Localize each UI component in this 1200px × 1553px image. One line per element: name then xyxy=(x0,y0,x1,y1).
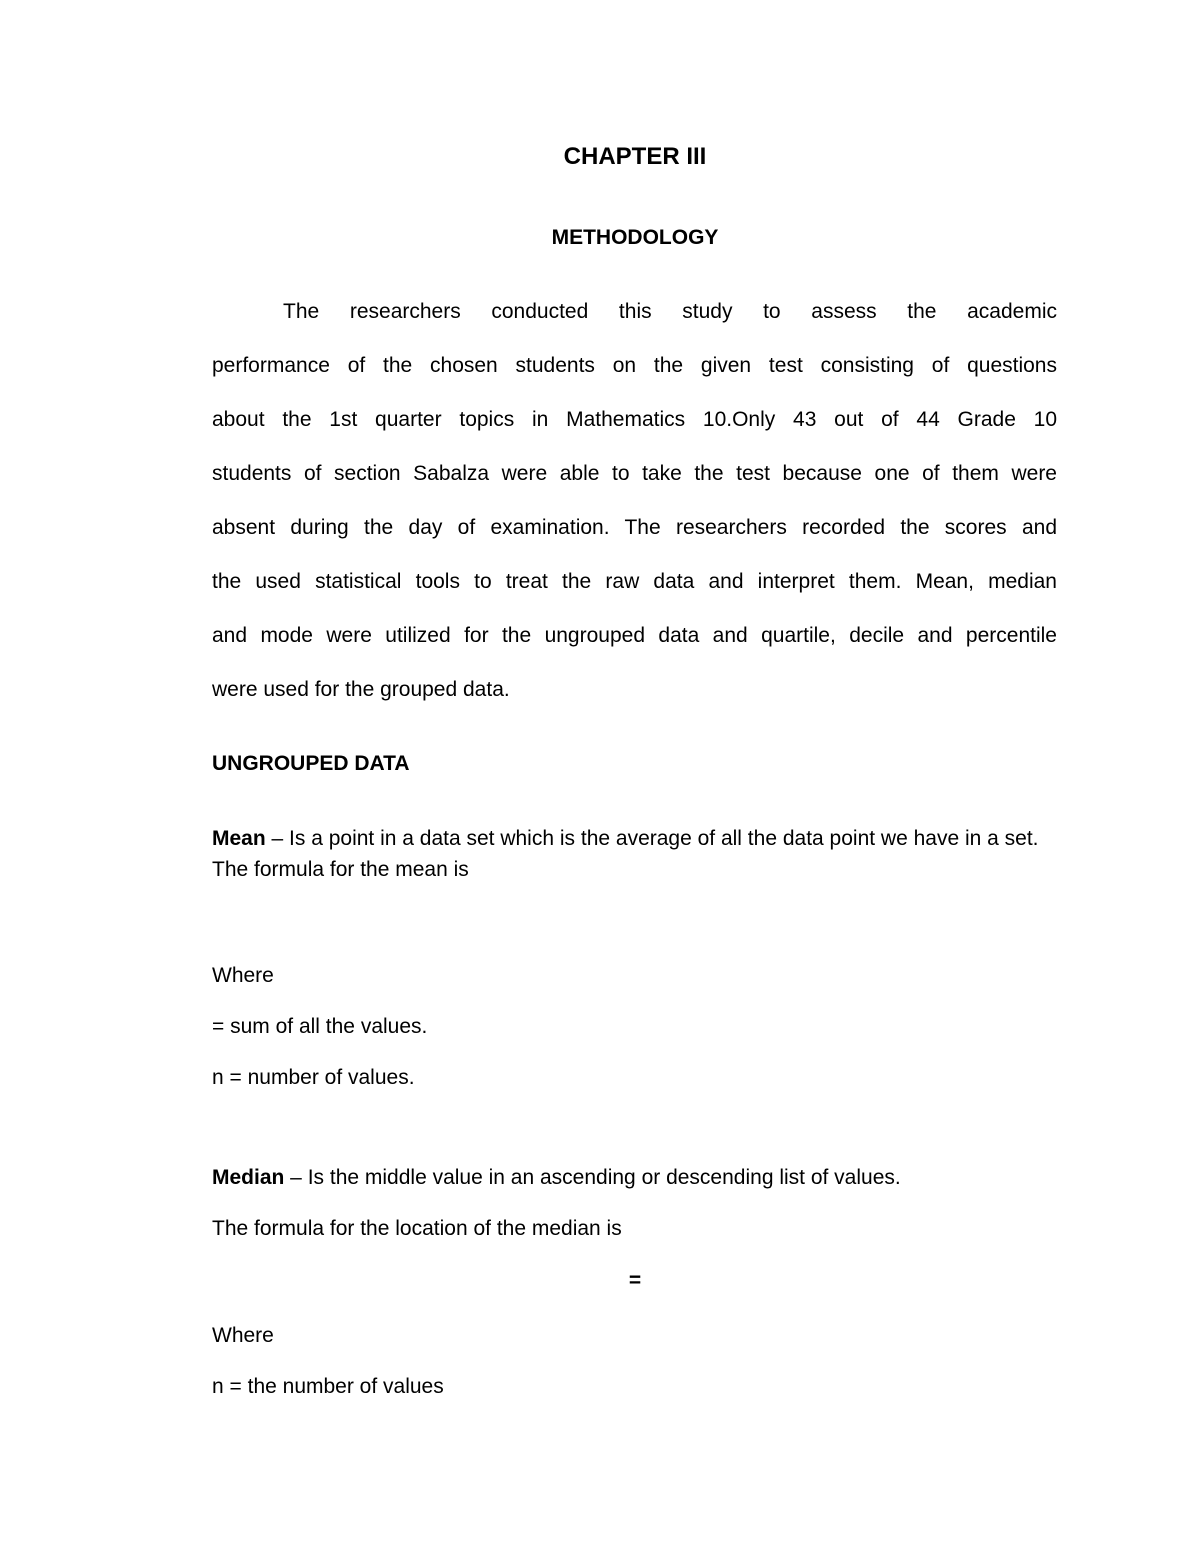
median-definition-text: – Is the middle value in an ascending or descending list of values. xyxy=(284,1166,901,1189)
median-variable-n: n = the number of values xyxy=(212,1375,444,1398)
intro-line: about the 1st quarter topics in Mathematics 10.Only 43 out of 44 Grade 10 xyxy=(212,408,1057,431)
mean-variable-n: n = number of values. xyxy=(212,1066,415,1089)
intro-line: The researchers conducted this study to assess the academic xyxy=(283,300,1057,323)
intro-line: the used statistical tools to treat the raw data and interpret them. Mean, median xyxy=(212,570,1057,593)
mean-where-label: Where xyxy=(212,964,274,987)
median-term: Median xyxy=(212,1166,285,1189)
median-where-label: Where xyxy=(212,1324,274,1347)
intro-line: absent during the day of examination. The researchers recorded the scores and xyxy=(212,516,1057,539)
intro-line: performance of the chosen students on the given test consisting of questions xyxy=(212,354,1057,377)
intro-line: and mode were utilized for the ungrouped data and quartile, decile and percentile xyxy=(212,624,1057,647)
chapter-title: CHAPTER III xyxy=(563,143,707,170)
median-definition xyxy=(212,1164,901,1192)
mean-variable-sum: = sum of all the values. xyxy=(212,1015,428,1038)
median-formula-equals: = xyxy=(628,1269,642,1292)
mean-definition xyxy=(212,823,1062,885)
section-title: METHODOLOGY xyxy=(551,226,719,249)
median-formula-intro: The formula for the location of the median is xyxy=(212,1217,622,1240)
intro-line: students of section Sabalza were able to take the test because one of them were xyxy=(212,462,1057,485)
intro-line: were used for the grouped data. xyxy=(212,678,510,701)
ungrouped-data-heading: UNGROUPED DATA xyxy=(212,752,410,775)
mean-term: Mean xyxy=(212,827,266,850)
mean-definition-text: – Is a point in a data set which is the average of all the data point we have in a set. The formula for the mean is xyxy=(212,827,1039,881)
